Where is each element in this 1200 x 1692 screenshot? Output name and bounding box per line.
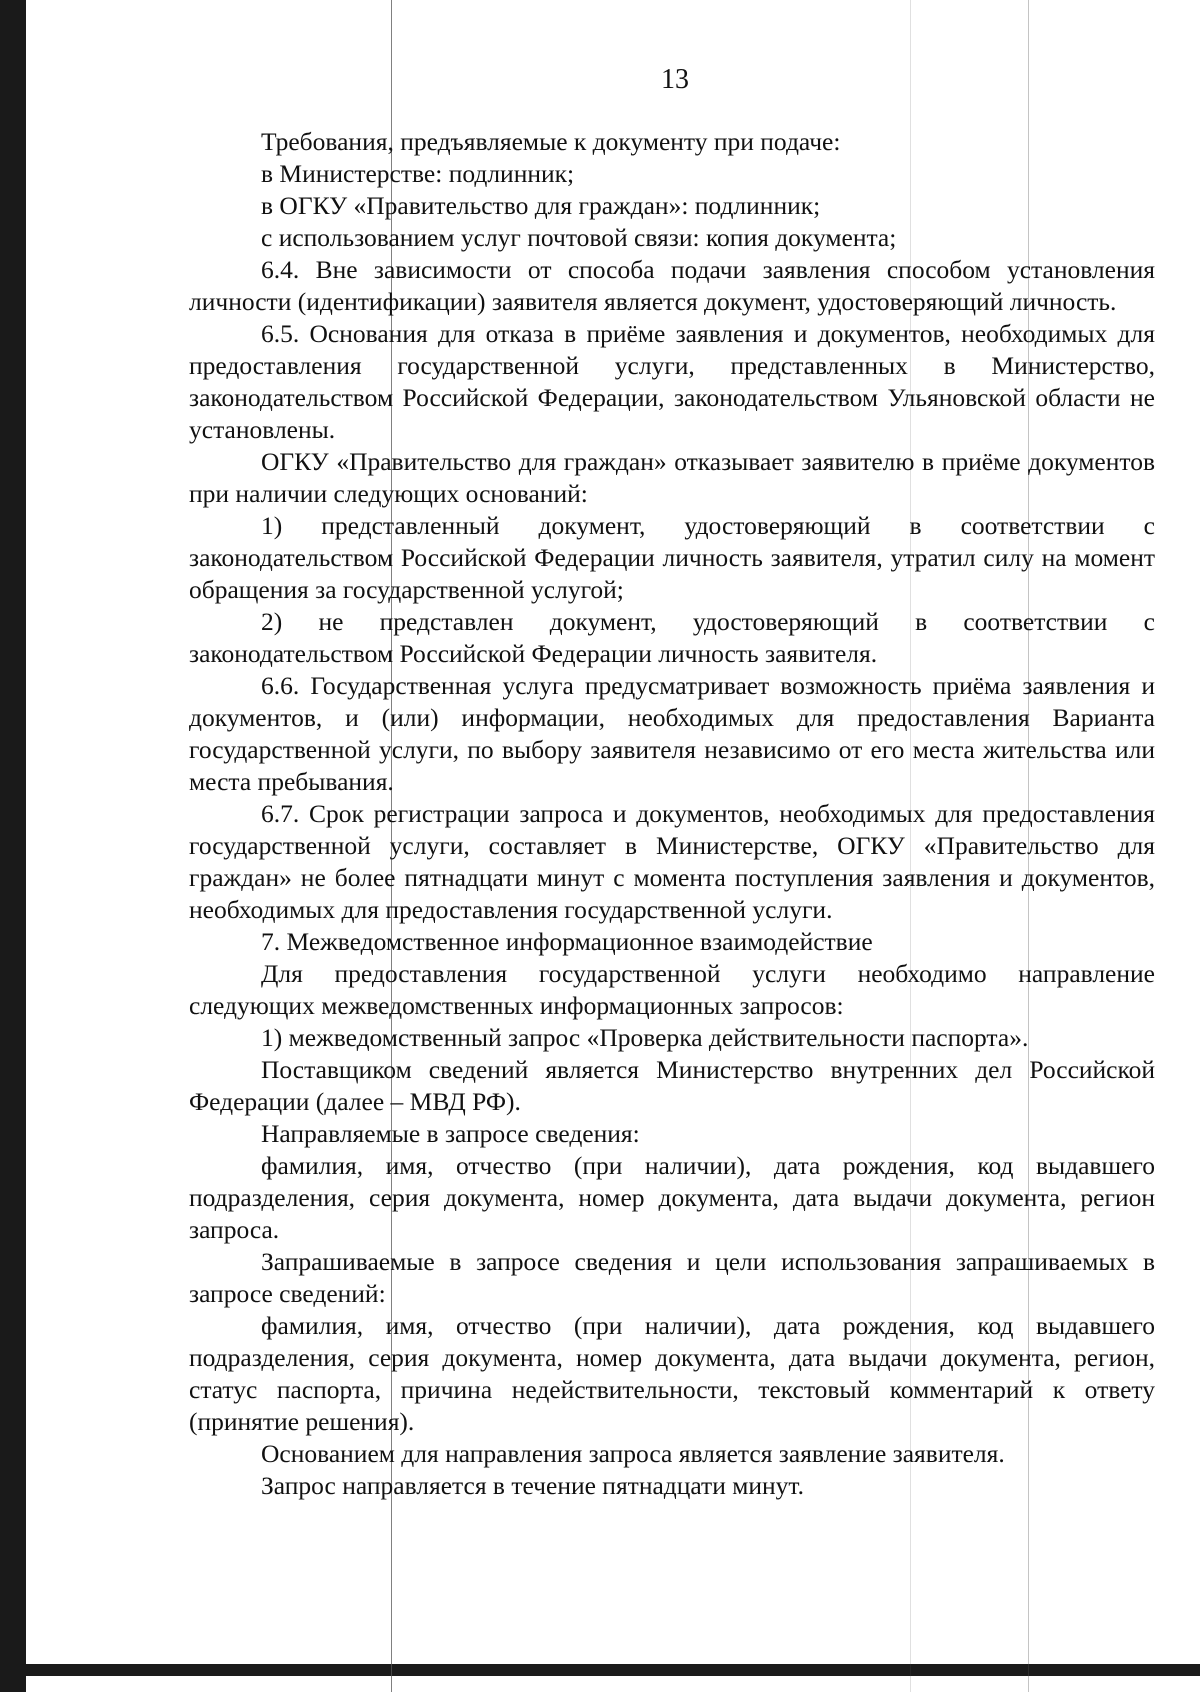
paragraph: Направляемые в запросе сведения: [261, 1119, 640, 1148]
paragraph: 1) представленный документ, удостоверяющий в соответствии с законодательством Российской Федерации личность заявителя, утратил силу на момент обращения за государственной услугой; [189, 511, 1155, 604]
paragraph: 6.5. Основания для отказа в приёме заявления и документов, необходимых для предоставления государственной услуги, представленных в Министерство, законодательством Российской Федерации, законодательством Ульяновской области не установлены. [189, 319, 1155, 444]
paragraph: 6.4. Вне зависимости от способа подачи заявления способом установления личности (идентификации) заявителя является документ, удостоверяющий личность. [189, 255, 1155, 316]
paragraph: Запрашиваемые в запросе сведения и цели использования запрашиваемых в запросе сведений: [189, 1247, 1155, 1308]
paragraph: с использованием услуг почтовой связи: копия документа; [261, 223, 897, 252]
paragraph: в Министерстве: подлинник; [261, 159, 575, 188]
page-number: 13 [661, 64, 689, 95]
section-heading: 7. Межведомственное информационное взаимодействие [261, 927, 873, 956]
paragraph: 1) межведомственный запрос «Проверка действительности паспорта». [261, 1023, 1029, 1052]
scan-edge-bottom [0, 1664, 1200, 1676]
document-body [189, 126, 1155, 1502]
paragraph: Для предоставления государственной услуги необходимо направление следующих межведомственных информационных запросов: [189, 959, 1155, 1020]
paragraph: Основанием для направления запроса является заявление заявителя. [261, 1439, 1005, 1468]
paragraph: ОГКУ «Правительство для граждан» отказывает заявителю в приёме документов при наличии следующих оснований: [189, 447, 1155, 508]
paragraph: Поставщиком сведений является Министерство внутренних дел Российской Федерации (далее – МВД РФ). [189, 1055, 1155, 1116]
paragraph: Требования, предъявляемые к документу при подаче: [261, 127, 841, 156]
paragraph: 2) не представлен документ, удостоверяющий в соответствии с законодательством Российской Федерации личность заявителя. [189, 607, 1155, 668]
paragraph: 6.7. Срок регистрации запроса и документов, необходимых для предоставления государственной услуги, составляет в Министерстве, ОГКУ «Правительство для граждан» не более пятнадцати минут с момента поступления заявления и документов, необходимых для предоставления государственной услуги. [189, 799, 1155, 924]
paragraph: фамилия, имя, отчество (при наличии), дата рождения, код выдавшего подразделения, серия документа, номер документа, дата выдачи документа, регион запроса. [189, 1151, 1155, 1244]
paragraph: Запрос направляется в течение пятнадцати минут. [261, 1471, 805, 1500]
paragraph: в ОГКУ «Правительство для граждан»: подлинник; [261, 191, 821, 220]
scan-edge-left [0, 0, 26, 1692]
paragraph: фамилия, имя, отчество (при наличии), дата рождения, код выдавшего подразделения, серия документа, номер документа, дата выдачи документа, регион, статус паспорта, причина недействительности, текстовый комментарий к ответу (принятие решения). [189, 1311, 1155, 1436]
paragraph: 6.6. Государственная услуга предусматривает возможность приёма заявления и документов, и (или) информации, необходимых для предоставления Варианта государственной услуги, по выбору заявителя независимо от его места жительства или места пребывания. [189, 671, 1155, 796]
